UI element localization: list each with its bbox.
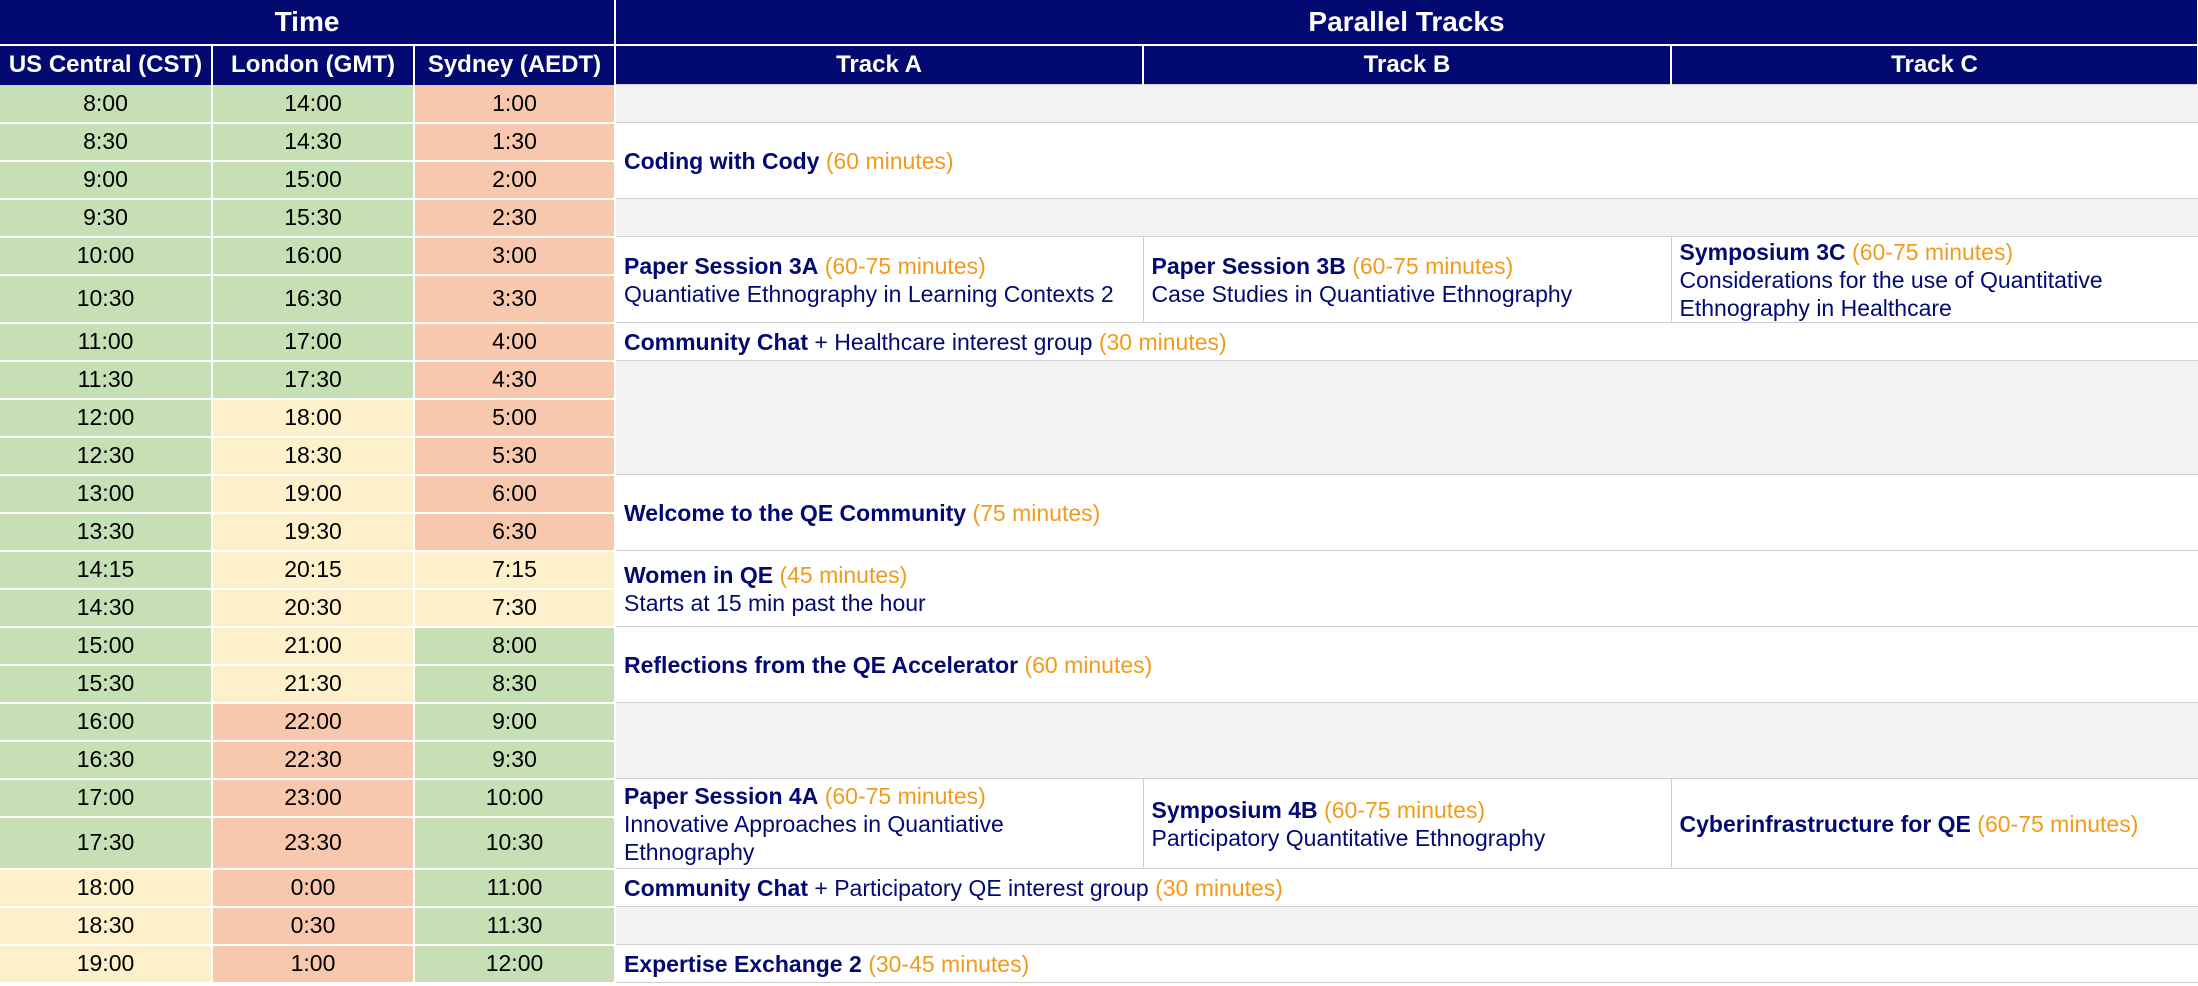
track-c-header: Track C [1671,45,2198,85]
table-row [0,907,2198,945]
event-duration: (60-75 minutes) [1324,796,1486,823]
table-row [0,551,2198,589]
event-paper-session-3a [615,237,1143,323]
break-slot [615,703,2198,779]
cst-cell: 12:30 [0,437,212,475]
aedt-cell: 7:15 [414,551,615,589]
aedt-cell: 11:30 [414,907,615,945]
cst-cell: 11:00 [0,323,212,361]
gmt-cell: 0:00 [212,869,414,907]
gmt-cell: 18:00 [212,399,414,437]
event-paper-session-4a [615,779,1143,869]
cst-cell: 17:00 [0,779,212,817]
aedt-cell: 3:30 [414,275,615,323]
event-duration: (60-75 minutes) [824,252,986,279]
cst-cell: 9:00 [0,161,212,199]
break-slot [615,907,2198,945]
cst-cell: 9:30 [0,199,212,237]
aedt-cell: 1:30 [414,123,615,161]
event-description: Case Studies in Quantiative Ethnography [1151,280,1573,307]
table-row [0,199,2198,237]
event-description: Considerations for the use of Quantitative Ethnography in Healthcare [1679,266,2103,321]
cst-cell: 12:00 [0,399,212,437]
event-description: Innovative Approaches in Quantiative Ethnography [624,810,1004,865]
table-row [0,945,2198,983]
cst-cell: 13:00 [0,475,212,513]
cst-cell: 10:00 [0,237,212,275]
event-duration: (30-45 minutes) [868,950,1030,977]
aedt-cell: 3:00 [414,237,615,275]
cst-cell: 18:30 [0,907,212,945]
gmt-cell: 16:30 [212,275,414,323]
aedt-cell: 6:00 [414,475,615,513]
event-community-chat-healthcare [615,323,2198,361]
tz-central-header: US Central (CST) [0,45,212,85]
track-a-header: Track A [615,45,1143,85]
gmt-cell: 21:00 [212,627,414,665]
aedt-cell: 4:00 [414,323,615,361]
aedt-cell: 6:30 [414,513,615,551]
tz-sydney-header: Sydney (AEDT) [414,45,615,85]
aedt-cell: 12:00 [414,945,615,983]
event-title: Coding with Cody [624,147,820,174]
event-title: Community Chat [624,874,808,901]
gmt-cell: 22:00 [212,703,414,741]
aedt-cell: 10:00 [414,779,615,817]
event-duration: (60-75 minutes) [1852,238,2014,265]
aedt-cell: 2:30 [414,199,615,237]
event-duration: (45 minutes) [779,561,908,588]
table-row [0,869,2198,907]
cst-cell: 19:00 [0,945,212,983]
event-reflections-qe-accelerator [615,627,2198,703]
event-title: Cyberinfrastructure for QE [1679,810,1971,837]
event-title: Expertise Exchange 2 [624,950,862,977]
cst-cell: 11:30 [0,361,212,399]
gmt-cell: 0:30 [212,907,414,945]
gmt-cell: 21:30 [212,665,414,703]
table-row [0,627,2198,665]
cst-cell: 16:30 [0,741,212,779]
gmt-cell: 14:30 [212,123,414,161]
cst-cell: 14:15 [0,551,212,589]
event-title: Symposium 3C [1679,238,1846,265]
gmt-cell: 23:30 [212,817,414,869]
table-row [0,237,2198,275]
event-duration: (60 minutes) [825,147,954,174]
gmt-cell: 20:30 [212,589,414,627]
event-title: Paper Session 4A [624,782,819,809]
aedt-cell: 5:00 [414,399,615,437]
aedt-cell: 9:00 [414,703,615,741]
track-b-header: Track B [1143,45,1671,85]
table-row [0,323,2198,361]
event-women-in-qe [615,551,2198,627]
event-coding-with-cody [615,123,2198,199]
event-paper-session-3b [1143,237,1671,323]
aedt-cell: 10:30 [414,817,615,869]
gmt-cell: 1:00 [212,945,414,983]
event-duration: (75 minutes) [972,499,1101,526]
table-row [0,85,2198,123]
event-symposium-4b [1143,779,1671,869]
break-slot [615,199,2198,237]
event-description: Participatory Quantitative Ethnography [1151,824,1546,851]
aedt-cell: 5:30 [414,437,615,475]
aedt-cell: 2:00 [414,161,615,199]
gmt-cell: 19:00 [212,475,414,513]
event-cyberinfrastructure-qe [1671,779,2198,869]
table-row [0,779,2198,817]
cst-cell: 15:00 [0,627,212,665]
gmt-cell: 17:30 [212,361,414,399]
event-title: Welcome to the QE Community [624,499,967,526]
cst-cell: 14:30 [0,589,212,627]
event-title: Symposium 4B [1151,796,1318,823]
event-title: Paper Session 3B [1151,252,1346,279]
gmt-cell: 15:30 [212,199,414,237]
break-slot [615,361,2198,475]
break-slot [615,85,2198,123]
aedt-cell: 1:00 [414,85,615,123]
parallel-tracks-header: Parallel Tracks [615,0,2198,45]
event-subtitle: + Participatory QE interest group [808,874,1156,901]
event-welcome-qe-community [615,475,2198,551]
cst-cell: 10:30 [0,275,212,323]
cst-cell: 8:00 [0,85,212,123]
event-description: Starts at 15 min past the hour [624,589,926,616]
gmt-cell: 15:00 [212,161,414,199]
gmt-cell: 19:30 [212,513,414,551]
cst-cell: 18:00 [0,869,212,907]
cst-cell: 13:30 [0,513,212,551]
aedt-cell: 9:30 [414,741,615,779]
aedt-cell: 11:00 [414,869,615,907]
event-subtitle: + Healthcare interest group [808,328,1099,355]
event-title: Paper Session 3A [624,252,819,279]
table-row [0,703,2198,741]
event-community-chat-participatory [615,869,2198,907]
event-title: Women in QE [624,561,774,588]
gmt-cell: 16:00 [212,237,414,275]
event-symposium-3c [1671,237,2198,323]
event-duration: (60-75 minutes) [824,782,986,809]
event-duration: (60-75 minutes) [1977,810,2139,837]
time-header: Time [0,0,615,45]
aedt-cell: 4:30 [414,361,615,399]
gmt-cell: 17:00 [212,323,414,361]
event-expertise-exchange-2 [615,945,2198,983]
cst-cell: 8:30 [0,123,212,161]
event-duration: (60-75 minutes) [1352,252,1514,279]
event-duration: (30 minutes) [1155,874,1283,901]
event-title: Reflections from the QE Accelerator [624,651,1019,678]
table-row [0,123,2198,161]
table-row [0,361,2198,399]
cst-cell: 17:30 [0,817,212,869]
gmt-cell: 20:15 [212,551,414,589]
aedt-cell: 7:30 [414,589,615,627]
gmt-cell: 22:30 [212,741,414,779]
aedt-cell: 8:00 [414,627,615,665]
gmt-cell: 18:30 [212,437,414,475]
gmt-cell: 23:00 [212,779,414,817]
tz-london-header: London (GMT) [212,45,414,85]
cst-cell: 16:00 [0,703,212,741]
event-title: Community Chat [624,328,808,355]
event-duration: (60 minutes) [1024,651,1153,678]
cst-cell: 15:30 [0,665,212,703]
event-description: Quantiative Ethnography in Learning Contexts 2 [624,280,1114,307]
aedt-cell: 8:30 [414,665,615,703]
gmt-cell: 14:00 [212,85,414,123]
event-duration: (30 minutes) [1098,328,1227,355]
table-row [0,475,2198,513]
